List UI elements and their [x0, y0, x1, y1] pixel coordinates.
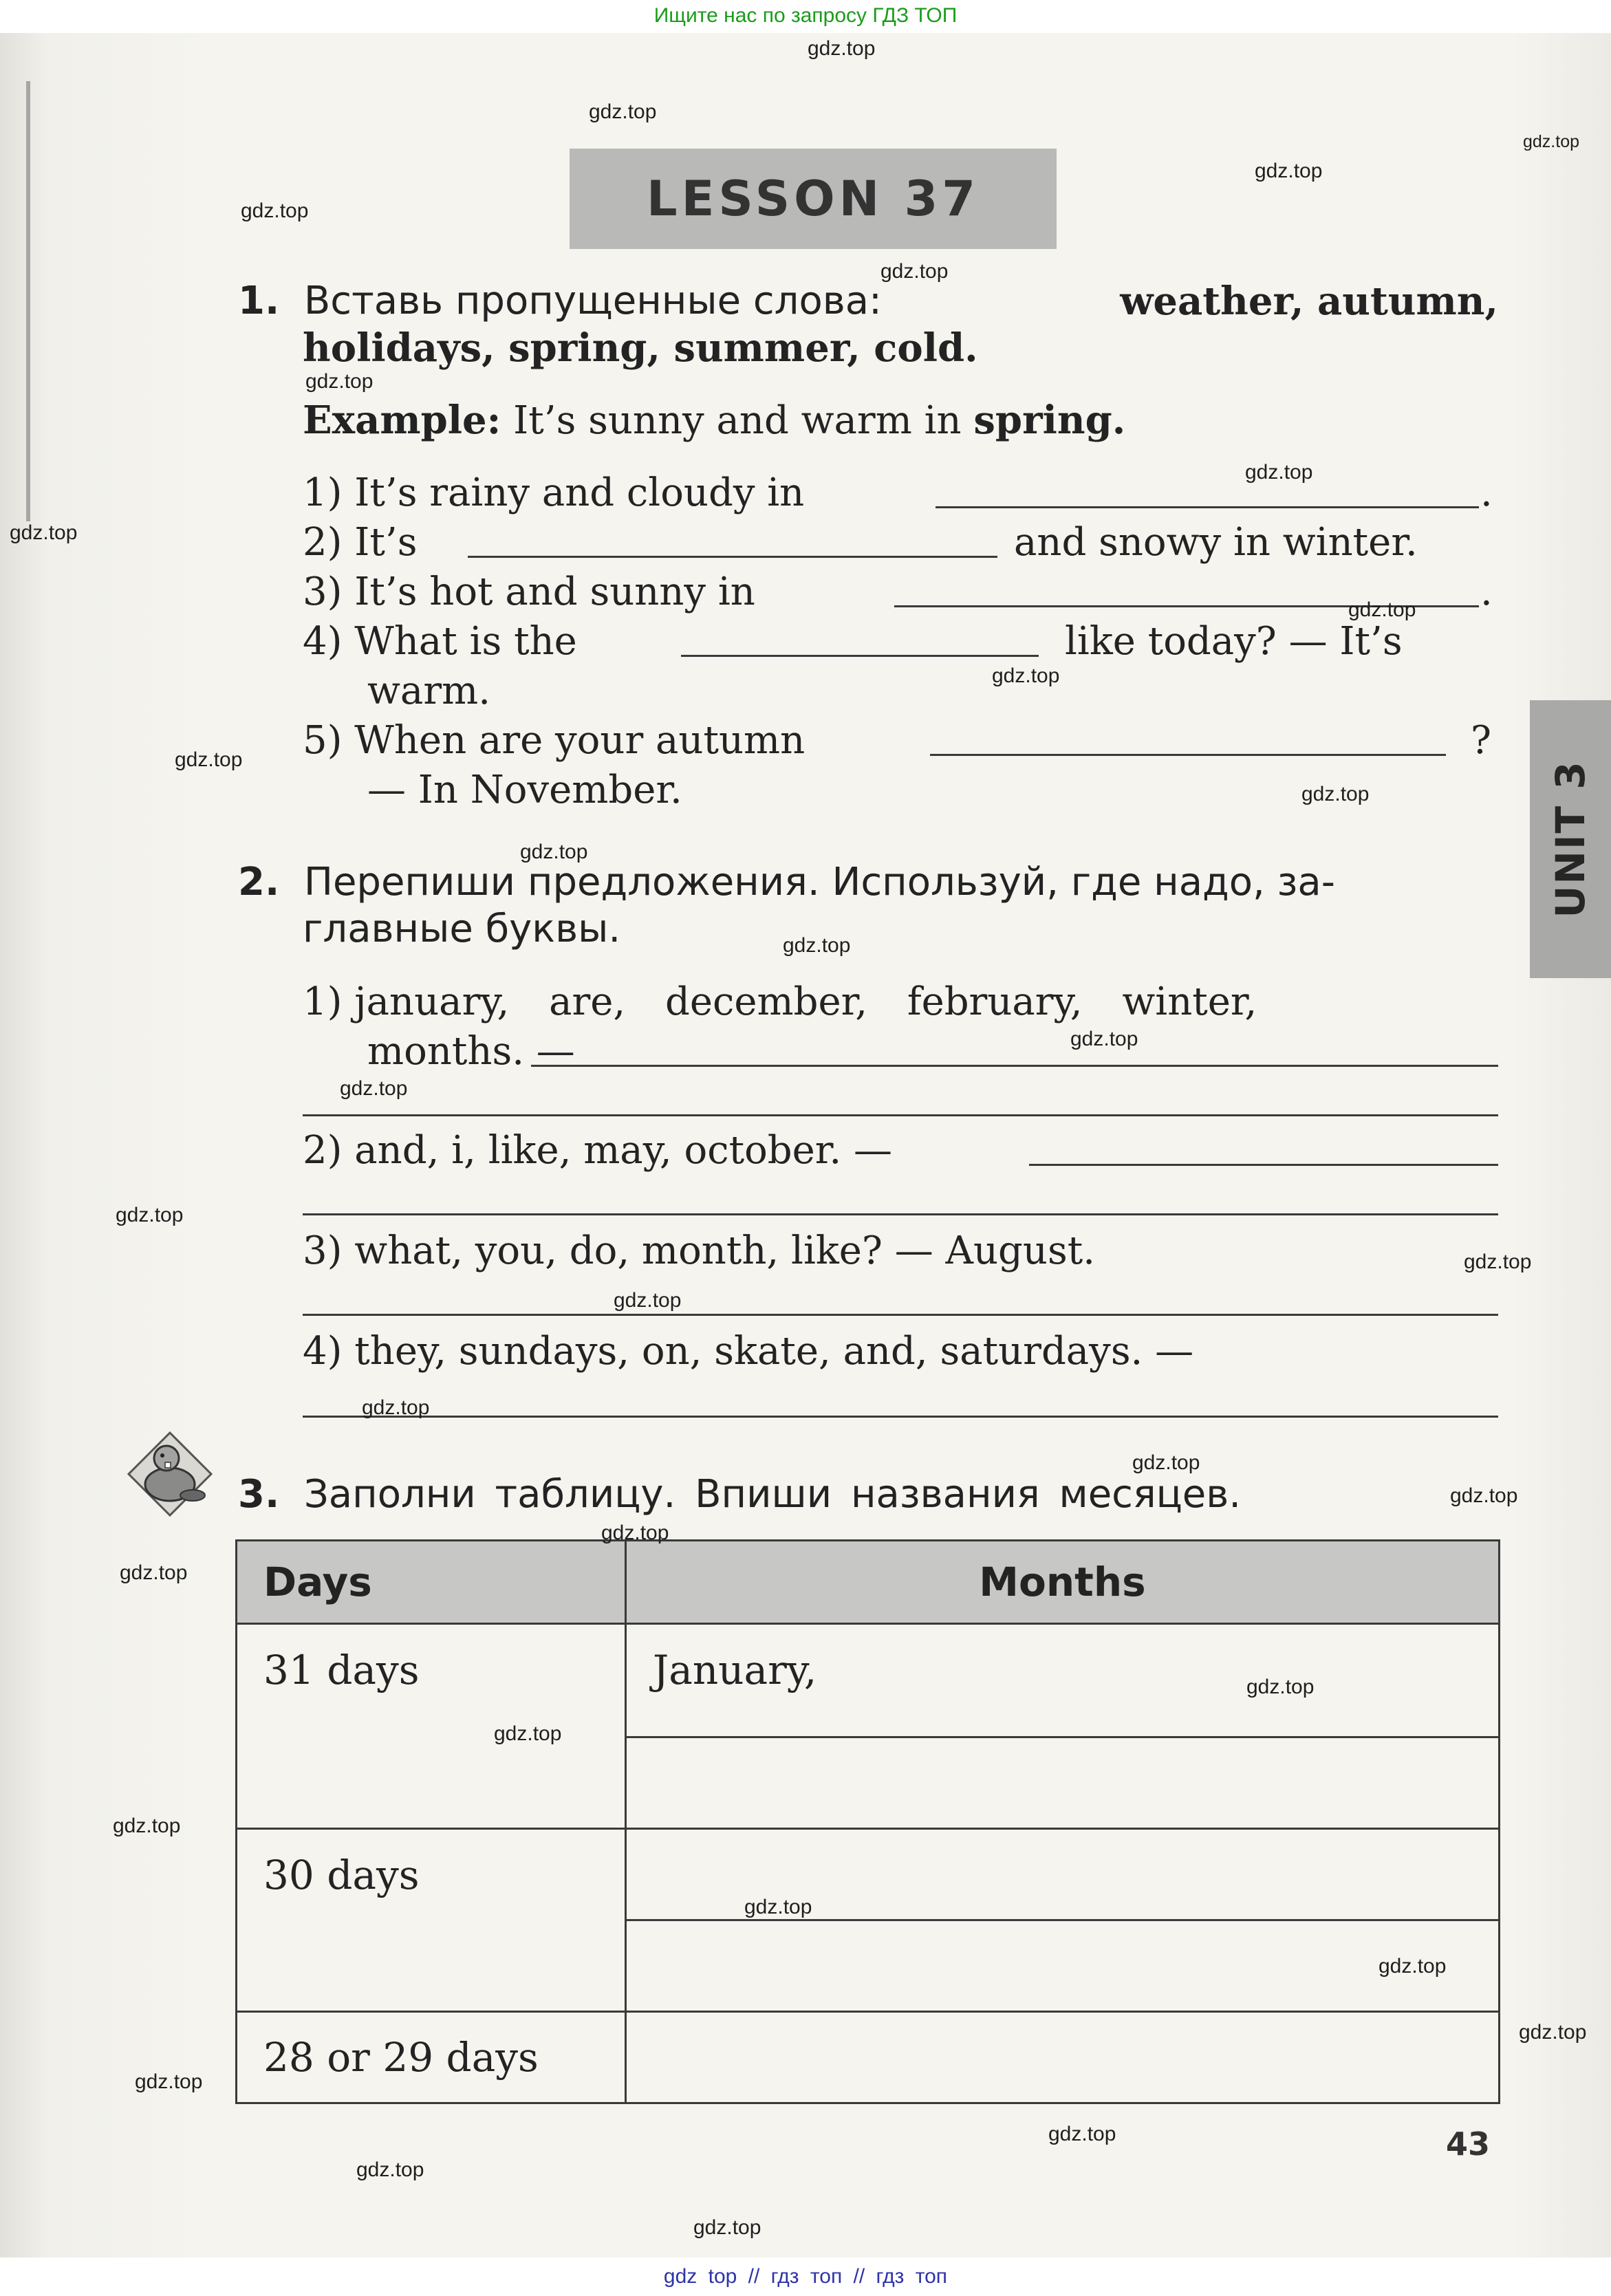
- watermark: gdz.top: [113, 1815, 181, 1837]
- unit-tab: [1530, 700, 1611, 978]
- exercise2-item: [303, 1329, 1193, 1374]
- exercise1-item: [303, 470, 804, 516]
- answer-blank[interactable]: [303, 1416, 1498, 1418]
- exercise2-instruction: [238, 860, 1498, 905]
- example-label: Example:: [303, 398, 501, 443]
- answer-blank[interactable]: [936, 506, 1479, 508]
- page-binding-shadow: [26, 81, 30, 521]
- exercise1-item: [303, 520, 417, 565]
- watermark: gdz.top: [1255, 160, 1323, 182]
- table-cell-months[interactable]: January,: [626, 1624, 1500, 1737]
- item-text-after: and snowy in winter.: [1014, 520, 1418, 565]
- exercise1-words-line2: holidays, spring, summer, cold.: [303, 325, 978, 371]
- item-text: When are your autumn: [354, 718, 806, 763]
- example-answer: spring.: [973, 398, 1126, 443]
- watermark: gdz.top: [10, 521, 78, 544]
- table-cell-months[interactable]: [626, 2012, 1500, 2103]
- table-header-days: Days: [237, 1541, 626, 1624]
- item-punct: ?: [1471, 718, 1492, 763]
- answer-blank[interactable]: [303, 1213, 1498, 1215]
- table-cell-months[interactable]: [626, 1920, 1500, 2012]
- item-text: what, you, do, month, like? — August.: [354, 1228, 1096, 1273]
- watermark: gdz.top: [1348, 598, 1416, 621]
- exercise2-item: [303, 979, 1498, 1025]
- watermark: gdz.top: [356, 2158, 424, 2181]
- watermark: gdz.top: [614, 1289, 682, 1312]
- item-number: 5): [303, 718, 343, 763]
- exercise3-instruction: [238, 1472, 1241, 1517]
- lesson-title: LESSON 37: [570, 149, 1057, 249]
- watermark: gdz.top: [1246, 1676, 1315, 1698]
- item-text: and, i, like, may, october. —: [354, 1128, 892, 1173]
- item-number: 1): [303, 979, 343, 1024]
- table-cell-days: 31 days: [237, 1624, 626, 1829]
- item-number: 1): [303, 470, 343, 515]
- exercise1-example: [303, 398, 1125, 444]
- table-header-row: [237, 1541, 1500, 1624]
- watermark: gdz.top: [305, 370, 374, 393]
- item-number: 3): [303, 570, 343, 614]
- item-continuation: warm.: [367, 669, 490, 713]
- item-number: 3): [303, 1228, 343, 1273]
- item-text: they, sundays, on, skate, and, saturdays. —: [354, 1329, 1194, 1374]
- watermark: gdz.top: [241, 199, 309, 222]
- table-cell-days: 28 or 29 days: [237, 2012, 626, 2103]
- watermark: gdz.top: [1519, 2021, 1587, 2044]
- answer-blank[interactable]: [681, 655, 1039, 657]
- table-row: [237, 1829, 1500, 1920]
- watermark: gdz.top: [808, 37, 876, 60]
- exercise1-instruction: [238, 279, 1498, 324]
- watermark: gdz.top: [880, 260, 949, 283]
- exercise1-item: [303, 570, 755, 615]
- watermark: gdz.top: [120, 1561, 188, 1584]
- beaver-mascot-icon: [125, 1429, 215, 1519]
- answer-blank[interactable]: [303, 1314, 1498, 1316]
- watermark: gdz.top: [744, 1896, 812, 1918]
- exercise2-number: 2.: [238, 860, 280, 905]
- bottom-banner[interactable]: gdz top // гдз топ // гдз топ: [0, 2257, 1611, 2296]
- answer-blank[interactable]: [930, 754, 1446, 756]
- watermark: gdz.top: [1070, 1028, 1138, 1050]
- watermark: gdz.top: [1523, 132, 1580, 151]
- item-text-after: like today? — It’s: [1065, 619, 1403, 664]
- watermark: gdz.top: [783, 934, 851, 957]
- watermark: gdz.top: [1245, 461, 1313, 484]
- watermark: gdz.top: [1464, 1250, 1532, 1273]
- months-table: [235, 1539, 1500, 2104]
- exercise2-instruction-line2: главные буквы.: [303, 907, 621, 951]
- answer-blank[interactable]: [1029, 1164, 1498, 1166]
- watermark: gdz.top: [362, 1396, 430, 1419]
- item-text: It’s hot and sunny in: [354, 570, 755, 614]
- watermark: gdz.top: [601, 1521, 669, 1544]
- watermark: gdz.top: [589, 100, 657, 123]
- watermark: gdz.top: [520, 841, 588, 863]
- item-continuation: months. —: [367, 1029, 575, 1074]
- exercise3-instruction-text: Заполни таблицу. Впиши названия месяцев.: [303, 1472, 1242, 1517]
- table-cell-months[interactable]: [626, 1737, 1500, 1829]
- item-number: 4): [303, 1329, 343, 1374]
- watermark: gdz.top: [1132, 1451, 1200, 1474]
- exercise2-item: [303, 1128, 892, 1173]
- watermark: gdz.top: [340, 1077, 408, 1100]
- exercise3-number: 3.: [238, 1472, 280, 1517]
- exercise1-item: [303, 718, 805, 763]
- example-text: It’s sunny and warm in: [513, 398, 962, 443]
- watermark: gdz.top: [992, 664, 1060, 687]
- watermark: gdz.top: [1048, 2123, 1116, 2145]
- unit-tab-label: UNIT 3: [1547, 760, 1594, 918]
- table-header-months: Months: [626, 1541, 1500, 1624]
- item-continuation: — In November.: [367, 768, 682, 812]
- item-number: 2): [303, 1128, 343, 1173]
- watermark: gdz.top: [135, 2070, 203, 2093]
- item-text: january, are, december, february, winter,: [354, 979, 1257, 1024]
- watermark: gdz.top: [494, 1722, 562, 1745]
- item-punct: .: [1480, 570, 1493, 614]
- item-text: It’s: [354, 520, 418, 565]
- item-text: What is the: [354, 619, 577, 664]
- exercise1-words-line1: weather, autumn,: [1120, 279, 1498, 324]
- top-banner[interactable]: Ищите нас по запросу ГДЗ ТОП: [0, 0, 1611, 33]
- page-number: 43: [1446, 2125, 1491, 2163]
- item-number: 4): [303, 619, 343, 664]
- watermark: gdz.top: [116, 1204, 184, 1226]
- exercise1-instruction-text: Вставь пропущенные слова:: [303, 279, 882, 323]
- exercise2-item: [303, 1228, 1095, 1274]
- item-number: 2): [303, 520, 343, 565]
- watermark: gdz.top: [693, 2216, 761, 2239]
- watermark: gdz.top: [175, 748, 243, 771]
- watermark: gdz.top: [1301, 783, 1370, 805]
- exercise1-item: [303, 619, 577, 664]
- answer-blank[interactable]: [303, 1114, 1498, 1116]
- watermark: gdz.top: [1378, 1955, 1447, 1978]
- table-cell-days: 30 days: [237, 1829, 626, 2012]
- item-text: It’s rainy and cloudy in: [354, 470, 805, 515]
- answer-blank[interactable]: [468, 556, 997, 558]
- table-row: [237, 2012, 1500, 2103]
- exercise1-number: 1.: [238, 279, 280, 323]
- watermark: gdz.top: [1450, 1484, 1518, 1507]
- exercise2-instruction-line1: Перепиши предложения. Используй, где надо, за-: [303, 860, 1335, 905]
- answer-blank[interactable]: [531, 1065, 1498, 1067]
- item-punct: .: [1480, 470, 1493, 515]
